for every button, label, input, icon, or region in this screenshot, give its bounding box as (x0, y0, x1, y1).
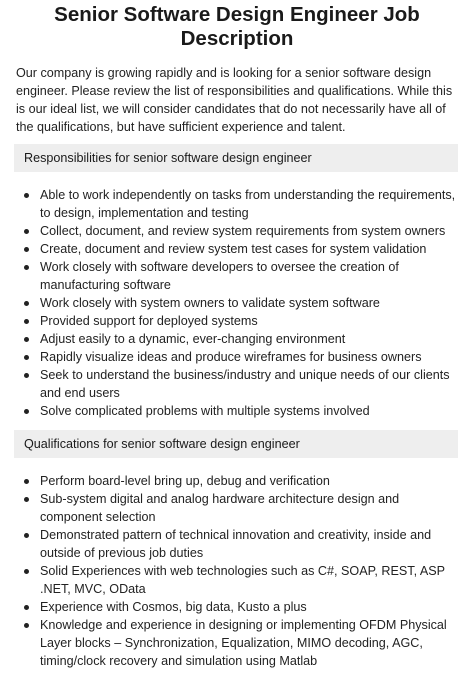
page-title: Senior Software Design Engineer Job Description (54, 3, 420, 50)
qualifications-heading: Qualifications for senior software design engineer (14, 430, 458, 458)
list-item: Demonstrated pattern of technical innovation and creativity, inside and outside of previous job duties (16, 526, 458, 562)
list-item: Create, document and review system test cases for system validation (16, 240, 458, 258)
list-item: Perform board-level bring up, debug and verification (16, 472, 458, 490)
responsibilities-section (16, 144, 458, 420)
responsibilities-heading: Responsibilities for senior software design engineer (14, 144, 458, 172)
list-item: Able to work independently on tasks from understanding the requirements, to design, implementation and testing (16, 186, 458, 222)
responsibilities-list (16, 186, 458, 420)
list-item: Provided support for deployed systems (16, 312, 458, 330)
list-item: Work closely with system owners to validate system software (16, 294, 458, 312)
list-item: Rapidly visualize ideas and produce wireframes for business owners (16, 348, 458, 366)
qualifications-list (16, 472, 458, 670)
qualifications-section (16, 430, 458, 670)
list-item: Seek to understand the business/industry and unique needs of our clients and end users (16, 366, 458, 402)
list-item: Collect, document, and review system requirements from system owners (16, 222, 458, 240)
list-item: Solid Experiences with web technologies such as C#, SOAP, REST, ASP .NET, MVC, OData (16, 562, 458, 598)
list-item: Solve complicated problems with multiple systems involved (16, 402, 458, 420)
list-item: Experience with Cosmos, big data, Kusto a plus (16, 598, 458, 616)
list-item: Adjust easily to a dynamic, ever-changing environment (16, 330, 458, 348)
list-item: Knowledge and experience in designing or implementing OFDM Physical Layer blocks – Synchronization, Equalization, MIMO decoding, AGC, timing/clock recovery and simulation using Matlab (16, 616, 458, 670)
list-item: Sub-system digital and analog hardware architecture design and component selection (16, 490, 458, 526)
list-item: Work closely with software developers to oversee the creation of manufacturing software (16, 258, 458, 294)
intro-paragraph: Our company is growing rapidly and is looking for a senior software design engineer. Please review the list of responsibilities and qualifications. While this is our ideal list, we will consider candidates that do not necessarily have all of the qualifications, but have sufficient experience and talent. (16, 66, 453, 134)
